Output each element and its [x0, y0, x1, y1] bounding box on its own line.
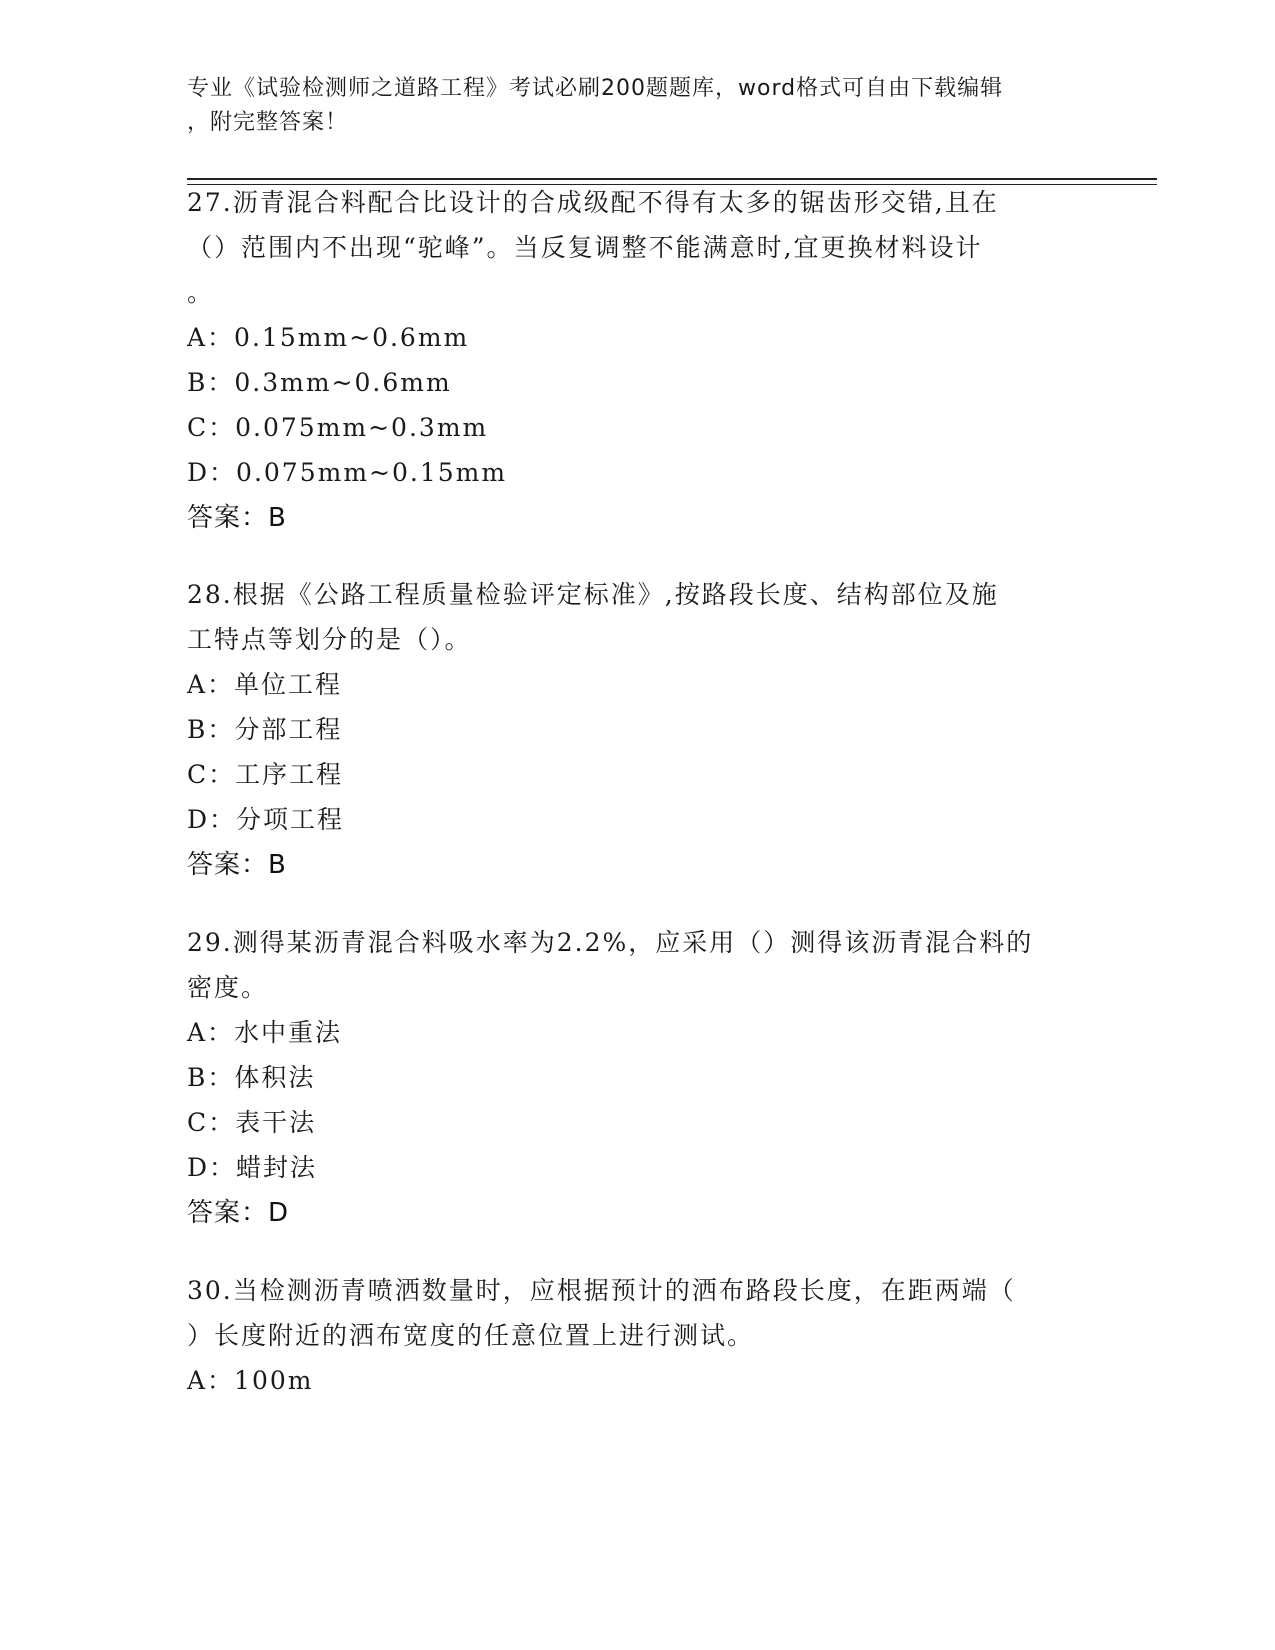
header-line-1: 专业《试验检测师之道路工程》考试必刷200题题库，word格式可自由下载编辑 [187, 76, 1004, 101]
option-b: B：0.3mm~0.6mm [187, 368, 452, 397]
option-c: C：工序工程 [187, 760, 344, 789]
option-c: C：0.075mm~0.3mm [187, 413, 489, 442]
stem-line: 。 [187, 278, 215, 307]
question-30 [187, 1268, 1087, 1403]
header-line-2: ，附完整答案！ [187, 110, 349, 135]
option-a: A：水中重法 [187, 1018, 343, 1047]
answer-text: 答案：D [187, 1198, 290, 1228]
answer-text: 答案：B [187, 503, 287, 533]
question-stem [187, 180, 1087, 315]
question-27 [187, 180, 1087, 541]
stem-line: 30.当检测沥青喷洒数量时，应根据预计的洒布路段长度，在距两端（ [187, 1276, 1016, 1305]
stem-line: 密度。 [187, 973, 269, 1002]
stem-line: 28.根据《公路工程质量检验评定标准》,按路段长度、结构部位及施 [187, 580, 999, 609]
stem-line: 27.沥青混合料配合比设计的合成级配不得有太多的锯齿形交错,且在 [187, 188, 999, 217]
stem-line: 29.测得某沥青混合料吸水率为2.2%，应采用（）测得该沥青混合料的 [187, 928, 1034, 957]
question-29 [187, 920, 1087, 1236]
stem-line: ）长度附近的洒布宽度的任意位置上进行测试。 [187, 1321, 755, 1350]
document-header [187, 72, 1087, 140]
stem-line: （）范围内不出现“驼峰”。当反复调整不能满意时,宜更换材料设计 [187, 233, 983, 262]
question-stem [187, 572, 1087, 662]
option-d: D：分项工程 [187, 805, 345, 834]
option-c: C：表干法 [187, 1108, 317, 1137]
question-stem [187, 920, 1087, 1010]
option-b: B：体积法 [187, 1063, 316, 1092]
answer-text: 答案：B [187, 850, 287, 880]
question-28 [187, 572, 1087, 888]
option-a: A：单位工程 [187, 670, 343, 699]
option-d: D：蜡封法 [187, 1153, 318, 1182]
option-a: A：100m [187, 1366, 314, 1395]
option-b: B：分部工程 [187, 715, 343, 744]
option-d: D：0.075mm~0.15mm [187, 458, 508, 487]
question-stem [187, 1268, 1087, 1358]
stem-line: 工特点等划分的是（）。 [187, 625, 472, 654]
option-a: A：0.15mm~0.6mm [187, 323, 470, 352]
